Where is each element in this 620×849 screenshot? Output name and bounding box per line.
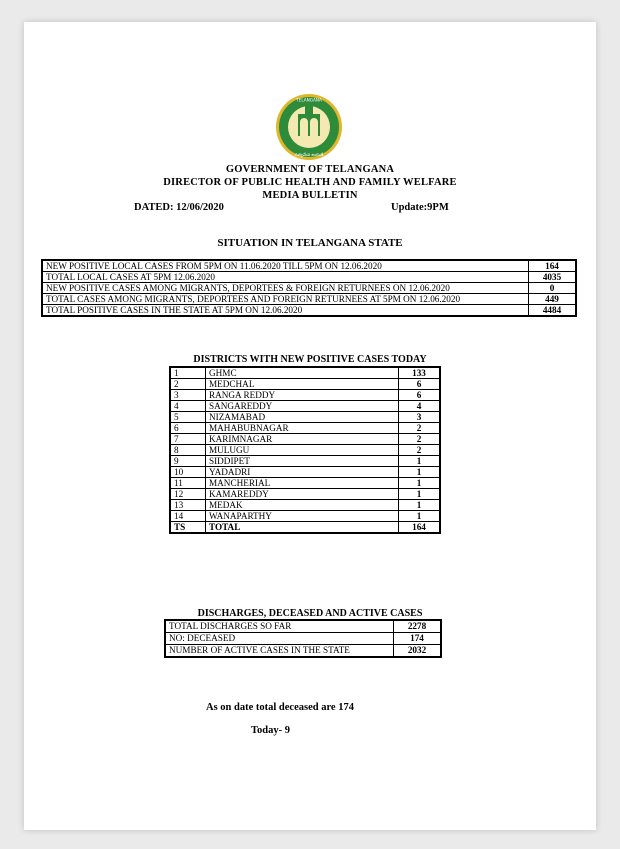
header-media-bulletin: MEDIA BULLETIN (262, 190, 358, 201)
district-cases: 1 (399, 500, 441, 511)
district-cases: 1 (399, 489, 441, 500)
district-cases: 1 (399, 478, 441, 489)
district-cases: 1 (399, 456, 441, 467)
district-total-label: TOTAL (206, 522, 399, 534)
discharges-table (164, 619, 442, 658)
district-row (170, 367, 440, 379)
district-number: 4 (170, 401, 206, 412)
district-name: MULUGU (206, 445, 399, 456)
situation-label: NEW POSITIVE LOCAL CASES FROM 5PM ON 11.06.2020 TILL 5PM ON 12.06.2020 (42, 260, 529, 272)
district-row (170, 500, 440, 511)
situation-label: NEW POSITIVE CASES AMONG MIGRANTS, DEPORTEES & FOREIGN RETURNEES ON 12.06.2020 (42, 283, 529, 294)
district-number: 7 (170, 434, 206, 445)
district-name: KARIMNAGAR (206, 434, 399, 445)
district-name: MEDCHAL (206, 379, 399, 390)
district-cases: 4 (399, 401, 441, 412)
district-name: SANGAREDDY (206, 401, 399, 412)
district-number: 12 (170, 489, 206, 500)
district-cases: 2 (399, 423, 441, 434)
district-name: RANGA REDDY (206, 390, 399, 401)
district-total-code: TS (170, 522, 206, 534)
district-row (170, 467, 440, 478)
district-cases: 1 (399, 511, 441, 522)
situation-title: SITUATION IN TELANGANA STATE (217, 237, 403, 249)
situation-value: 4484 (529, 305, 577, 317)
district-row (170, 390, 440, 401)
district-cases: 1 (399, 467, 441, 478)
district-row (170, 489, 440, 500)
situation-row (42, 294, 576, 305)
situation-value: 449 (529, 294, 577, 305)
discharges-row (165, 633, 441, 645)
district-cases: 133 (399, 367, 441, 379)
district-name: GHMC (206, 367, 399, 379)
situation-value: 4035 (529, 272, 577, 283)
discharges-value: 174 (394, 633, 442, 645)
situation-label: TOTAL POSITIVE CASES IN THE STATE AT 5PM ON 12.06.2020 (42, 305, 529, 317)
discharges-value: 2278 (394, 620, 442, 633)
district-name: NIZAMABAD (206, 412, 399, 423)
district-name: YADADRI (206, 467, 399, 478)
district-row (170, 478, 440, 489)
discharges-title: DISCHARGES, DECEASED AND ACTIVE CASES (197, 608, 423, 619)
district-number: 9 (170, 456, 206, 467)
district-name: SIDDIPET (206, 456, 399, 467)
district-row (170, 445, 440, 456)
discharges-label: NO: DECEASED (165, 633, 394, 645)
district-cases: 2 (399, 445, 441, 456)
discharges-label: TOTAL DISCHARGES SO FAR (165, 620, 394, 633)
district-row (170, 423, 440, 434)
today-deceased-note: Today- 9 (251, 725, 291, 736)
deceased-note: As on date total deceased are 174 (206, 702, 354, 713)
district-number: 3 (170, 390, 206, 401)
situation-row (42, 260, 576, 272)
bulletin-update-time: Update:9PM (391, 202, 449, 213)
situation-label: TOTAL LOCAL CASES AT 5PM 12.06.2020 (42, 272, 529, 283)
bulletin-date: DATED: 12/06/2020 (134, 202, 224, 213)
district-number: 14 (170, 511, 206, 522)
district-number: 1 (170, 367, 206, 379)
district-cases: 2 (399, 434, 441, 445)
situation-value: 164 (529, 260, 577, 272)
discharges-label: NUMBER OF ACTIVE CASES IN THE STATE (165, 645, 394, 658)
situation-row (42, 272, 576, 283)
district-cases: 6 (399, 379, 441, 390)
district-row (170, 434, 440, 445)
district-row (170, 412, 440, 423)
discharges-row (165, 620, 441, 633)
district-number: 8 (170, 445, 206, 456)
district-name: KAMAREDDY (206, 489, 399, 500)
district-name: MAHABUBNAGAR (206, 423, 399, 434)
svg-text:సత్యమేవ జయతే: సత్యమేవ జయతే (294, 152, 324, 157)
district-cases: 6 (399, 390, 441, 401)
district-total-value: 164 (399, 522, 441, 534)
district-name: MANCHERIAL (206, 478, 399, 489)
district-number: 5 (170, 412, 206, 423)
districts-title: DISTRICTS WITH NEW POSITIVE CASES TODAY (193, 354, 427, 365)
district-name: WANAPARTHY (206, 511, 399, 522)
header-director: DIRECTOR OF PUBLIC HEALTH AND FAMILY WELFARE (163, 177, 457, 188)
telangana-emblem-icon (274, 92, 344, 162)
situation-row (42, 283, 576, 294)
header-government: GOVERNMENT OF TELANGANA (225, 164, 395, 175)
bulletin-page (24, 22, 596, 830)
discharges-row (165, 645, 441, 658)
district-cases: 3 (399, 412, 441, 423)
situation-label: TOTAL CASES AMONG MIGRANTS, DEPORTEES AND FOREIGN RETURNEES AT 5PM ON 12.06.2020 (42, 294, 529, 305)
district-number: 6 (170, 423, 206, 434)
district-total-row (170, 522, 440, 534)
district-row (170, 511, 440, 522)
situation-table (41, 259, 577, 317)
district-number: 13 (170, 500, 206, 511)
district-number: 2 (170, 379, 206, 390)
discharges-value: 2032 (394, 645, 442, 658)
district-row (170, 401, 440, 412)
district-number: 10 (170, 467, 206, 478)
districts-table (169, 366, 441, 534)
district-name: MEDAK (206, 500, 399, 511)
district-row (170, 379, 440, 390)
district-row (170, 456, 440, 467)
district-number: 11 (170, 478, 206, 489)
svg-text:TELANGANA: TELANGANA (296, 97, 322, 103)
situation-row (42, 305, 576, 317)
situation-value: 0 (529, 283, 577, 294)
